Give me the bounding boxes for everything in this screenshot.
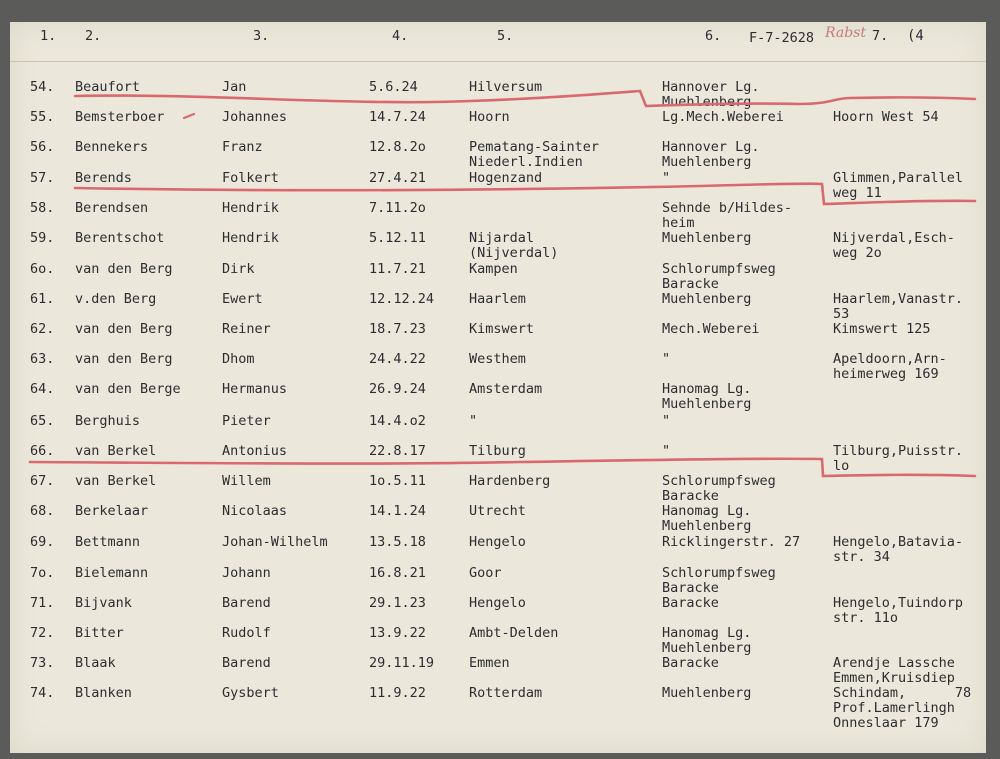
row-birth-date: 1o.5.11 — [369, 473, 426, 489]
row-birth-place: Ambt-Delden — [469, 625, 559, 641]
row-surname: van den Berg — [75, 351, 173, 367]
row-no: 59. — [30, 230, 55, 246]
row-birth-place: Hengelo — [469, 595, 526, 611]
row-birth-place: Niederl.Indien — [469, 154, 583, 170]
row-birth-date: 11.7.21 — [369, 261, 426, 277]
row-no: 73. — [30, 655, 55, 671]
row-no: 63. — [30, 351, 55, 367]
row-workplace: Baracke — [662, 276, 719, 292]
row-workplace: Muehlenberg — [662, 291, 752, 307]
column-header-birthdate: 4. — [392, 28, 409, 44]
row-address: 53 — [833, 306, 850, 322]
row-workplace: Muehlenberg — [662, 396, 752, 412]
row-birth-place: Emmen — [469, 655, 510, 671]
row-surname: Berghuis — [75, 413, 141, 429]
row-firstname: Johannes — [222, 109, 288, 125]
row-birth-place: Haarlem — [469, 291, 526, 307]
row-birth-date: 7.11.2o — [369, 200, 426, 216]
row-surname: van Berkel — [75, 473, 157, 489]
row-no: 69. — [30, 534, 55, 550]
row-birth-date: 29.1.23 — [369, 595, 426, 611]
row-workplace: Mech.Weberei — [662, 321, 760, 337]
row-address: weg 11 — [833, 185, 882, 201]
row-workplace: Baracke — [662, 595, 719, 611]
row-surname: Berendsen — [75, 200, 149, 216]
row-birth-place: Nijardal — [469, 230, 535, 246]
row-address: weg 2o — [833, 245, 882, 261]
row-birth-place: (Nijverdal) — [469, 245, 559, 261]
row-birth-date: 26.9.24 — [369, 381, 426, 397]
row-firstname: Hermanus — [222, 381, 288, 397]
row-address: Hengelo,Batavia- — [833, 534, 964, 550]
red-underline-beaufort — [75, 91, 975, 106]
row-workplace: Hannover Lg. — [662, 139, 760, 155]
row-address: lo — [833, 458, 850, 474]
row-no: 65. — [30, 413, 55, 429]
row-birth-date: 24.4.22 — [369, 351, 426, 367]
row-firstname: Reiner — [222, 321, 271, 337]
row-birth-place: Utrecht — [469, 503, 526, 519]
row-no: 6o. — [30, 261, 55, 277]
row-surname: Blanken — [75, 685, 132, 701]
row-surname: van den Berg — [75, 261, 173, 277]
row-surname: van den Berge — [75, 381, 181, 397]
row-firstname: Rudolf — [222, 625, 271, 641]
row-birth-date: 16.8.21 — [369, 565, 426, 581]
row-workplace: Muehlenberg — [662, 685, 752, 701]
row-birth-date: 12.8.2o — [369, 139, 426, 155]
row-workplace: Hanomag Lg. — [662, 625, 752, 641]
row-firstname: Gysbert — [222, 685, 279, 701]
row-no: 7o. — [30, 565, 55, 581]
row-birth-date: 29.11.19 — [369, 655, 435, 671]
row-firstname: Hendrik — [222, 200, 279, 216]
row-workplace: " — [662, 413, 671, 429]
row-firstname: Jan — [222, 79, 247, 95]
row-firstname: Barend — [222, 655, 271, 671]
row-firstname: Johan-Wilhelm — [222, 534, 328, 550]
row-address: Onneslaar 179 — [833, 715, 939, 731]
row-workplace: " — [662, 443, 671, 459]
red-underline-berends — [75, 184, 975, 204]
row-address: Arendje Lassche — [833, 655, 955, 671]
row-birth-date: 12.12.24 — [369, 291, 435, 307]
row-firstname: Pieter — [222, 413, 271, 429]
row-address: Glimmen,Parallel — [833, 170, 964, 186]
page-number: (4 — [907, 28, 924, 44]
row-firstname: Dhom — [222, 351, 255, 367]
row-birth-place: Rotterdam — [469, 685, 543, 701]
row-firstname: Ewert — [222, 291, 263, 307]
row-firstname: Franz — [222, 139, 263, 155]
row-firstname: Johann — [222, 565, 271, 581]
row-workplace: Muehlenberg — [662, 640, 752, 656]
row-surname: Bielemann — [75, 565, 149, 581]
column-header-number: 1. — [40, 28, 57, 44]
row-no: 56. — [30, 139, 55, 155]
row-birth-date: 5.6.24 — [369, 79, 418, 95]
document-id: F-7-2628 — [749, 30, 815, 46]
row-workplace: Baracke — [662, 580, 719, 596]
row-birth-place: Hoorn — [469, 109, 510, 125]
row-surname: Bemsterboer — [75, 109, 165, 125]
row-no: 64. — [30, 381, 55, 397]
column-header-workplace: 6. — [705, 28, 722, 44]
row-birth-date: 18.7.23 — [369, 321, 426, 337]
row-address: Kimswert 125 — [833, 321, 931, 337]
row-birth-date: 14.4.o2 — [369, 413, 426, 429]
row-birth-place: Hilversum — [469, 79, 543, 95]
row-firstname: Dirk — [222, 261, 255, 277]
row-no: 68. — [30, 503, 55, 519]
row-no: 67. — [30, 473, 55, 489]
red-underline-van-berkel — [30, 459, 975, 476]
row-birth-date: 5.12.11 — [369, 230, 426, 246]
row-workplace: Hanomag Lg. — [662, 381, 752, 397]
row-workplace: Schlorumpfsweg — [662, 261, 776, 277]
red-tick-bemsterboer — [184, 114, 194, 118]
row-firstname: Willem — [222, 473, 271, 489]
row-no: 74. — [30, 685, 55, 701]
row-surname: van den Berg — [75, 321, 173, 337]
row-address: Emmen,Kruisdiep — [833, 670, 955, 686]
row-surname: Bitter — [75, 625, 124, 641]
row-firstname: Hendrik — [222, 230, 279, 246]
handwritten-note: Rabst — [825, 25, 866, 41]
row-address: str. 34 — [833, 549, 890, 565]
row-workplace: Schlorumpfsweg — [662, 565, 776, 581]
row-address: Nijverdal,Esch- — [833, 230, 955, 246]
row-birth-date: 27.4.21 — [369, 170, 426, 186]
column-header-birthplace: 5. — [497, 28, 514, 44]
row-no: 61. — [30, 291, 55, 307]
row-workplace: Hanomag Lg. — [662, 503, 752, 519]
row-no: 54. — [30, 79, 55, 95]
row-surname: Bettmann — [75, 534, 141, 550]
row-surname: Blaak — [75, 655, 116, 671]
row-workplace: Muehlenberg — [662, 518, 752, 534]
column-header-firstname: 3. — [253, 28, 270, 44]
row-address: Schindam, 78 — [833, 685, 972, 701]
row-address: Apeldoorn,Arn- — [833, 351, 947, 367]
row-surname: Bennekers — [75, 139, 149, 155]
row-workplace: Muehlenberg — [662, 230, 752, 246]
row-no: 58. — [30, 200, 55, 216]
row-workplace: " — [662, 351, 671, 367]
row-no: 72. — [30, 625, 55, 641]
row-no: 71. — [30, 595, 55, 611]
row-workplace: Muehlenberg — [662, 94, 752, 110]
row-birth-date: 22.8.17 — [369, 443, 426, 459]
row-birth-place: Hengelo — [469, 534, 526, 550]
row-birth-date: 14.1.24 — [369, 503, 426, 519]
row-address: Tilburg,Puisstr. — [833, 443, 964, 459]
row-address: Haarlem,Vanastr. — [833, 291, 964, 307]
column-header-address: 7. — [872, 28, 889, 44]
row-birth-date: 13.9.22 — [369, 625, 426, 641]
row-birth-place: Tilburg — [469, 443, 526, 459]
row-firstname: Barend — [222, 595, 271, 611]
row-workplace: Baracke — [662, 488, 719, 504]
row-workplace: Ricklingerstr. 27 — [662, 534, 801, 550]
row-no: 66. — [30, 443, 55, 459]
row-birth-date: 14.7.24 — [369, 109, 426, 125]
row-workplace: Lg.Mech.Weberei — [662, 109, 784, 125]
row-address: Prof.Lamerlingh — [833, 700, 955, 716]
row-birth-place: Kimswert — [469, 321, 535, 337]
row-surname: Berentschot — [75, 230, 165, 246]
row-birth-date: 13.5.18 — [369, 534, 426, 550]
row-address: str. 11o — [833, 610, 899, 626]
row-address: Hoorn West 54 — [833, 109, 939, 125]
row-workplace: heim — [662, 215, 695, 231]
row-birth-place: Hardenberg — [469, 473, 551, 489]
row-firstname: Antonius — [222, 443, 288, 459]
row-firstname: Folkert — [222, 170, 279, 186]
row-birth-place: Kampen — [469, 261, 518, 277]
row-birth-place: Amsterdam — [469, 381, 543, 397]
row-birth-place: " — [469, 413, 478, 429]
row-workplace: Muehlenberg — [662, 154, 752, 170]
row-workplace: Baracke — [662, 655, 719, 671]
row-birth-place: Goor — [469, 565, 502, 581]
row-birth-place: Hogenzand — [469, 170, 543, 186]
row-no: 55. — [30, 109, 55, 125]
row-surname: Berkelaar — [75, 503, 149, 519]
row-address: heimerweg 169 — [833, 366, 939, 382]
row-surname: van Berkel — [75, 443, 157, 459]
row-surname: v.den Berg — [75, 291, 157, 307]
row-birth-place: Pematang-Sainter — [469, 139, 600, 155]
row-workplace: " — [662, 170, 671, 186]
row-workplace: Schlorumpfsweg — [662, 473, 776, 489]
row-firstname: Nicolaas — [222, 503, 288, 519]
row-birth-place: Westhem — [469, 351, 526, 367]
row-workplace: Hannover Lg. — [662, 79, 760, 95]
row-surname: Berends — [75, 170, 132, 186]
row-no: 62. — [30, 321, 55, 337]
row-no: 57. — [30, 170, 55, 186]
row-address: Hengelo,Tuindorp — [833, 595, 964, 611]
row-workplace: Sehnde b/Hildes- — [662, 200, 793, 216]
column-header-surname: 2. — [85, 28, 102, 44]
row-surname: Beaufort — [75, 79, 141, 95]
row-surname: Bijvank — [75, 595, 132, 611]
row-birth-date: 11.9.22 — [369, 685, 426, 701]
